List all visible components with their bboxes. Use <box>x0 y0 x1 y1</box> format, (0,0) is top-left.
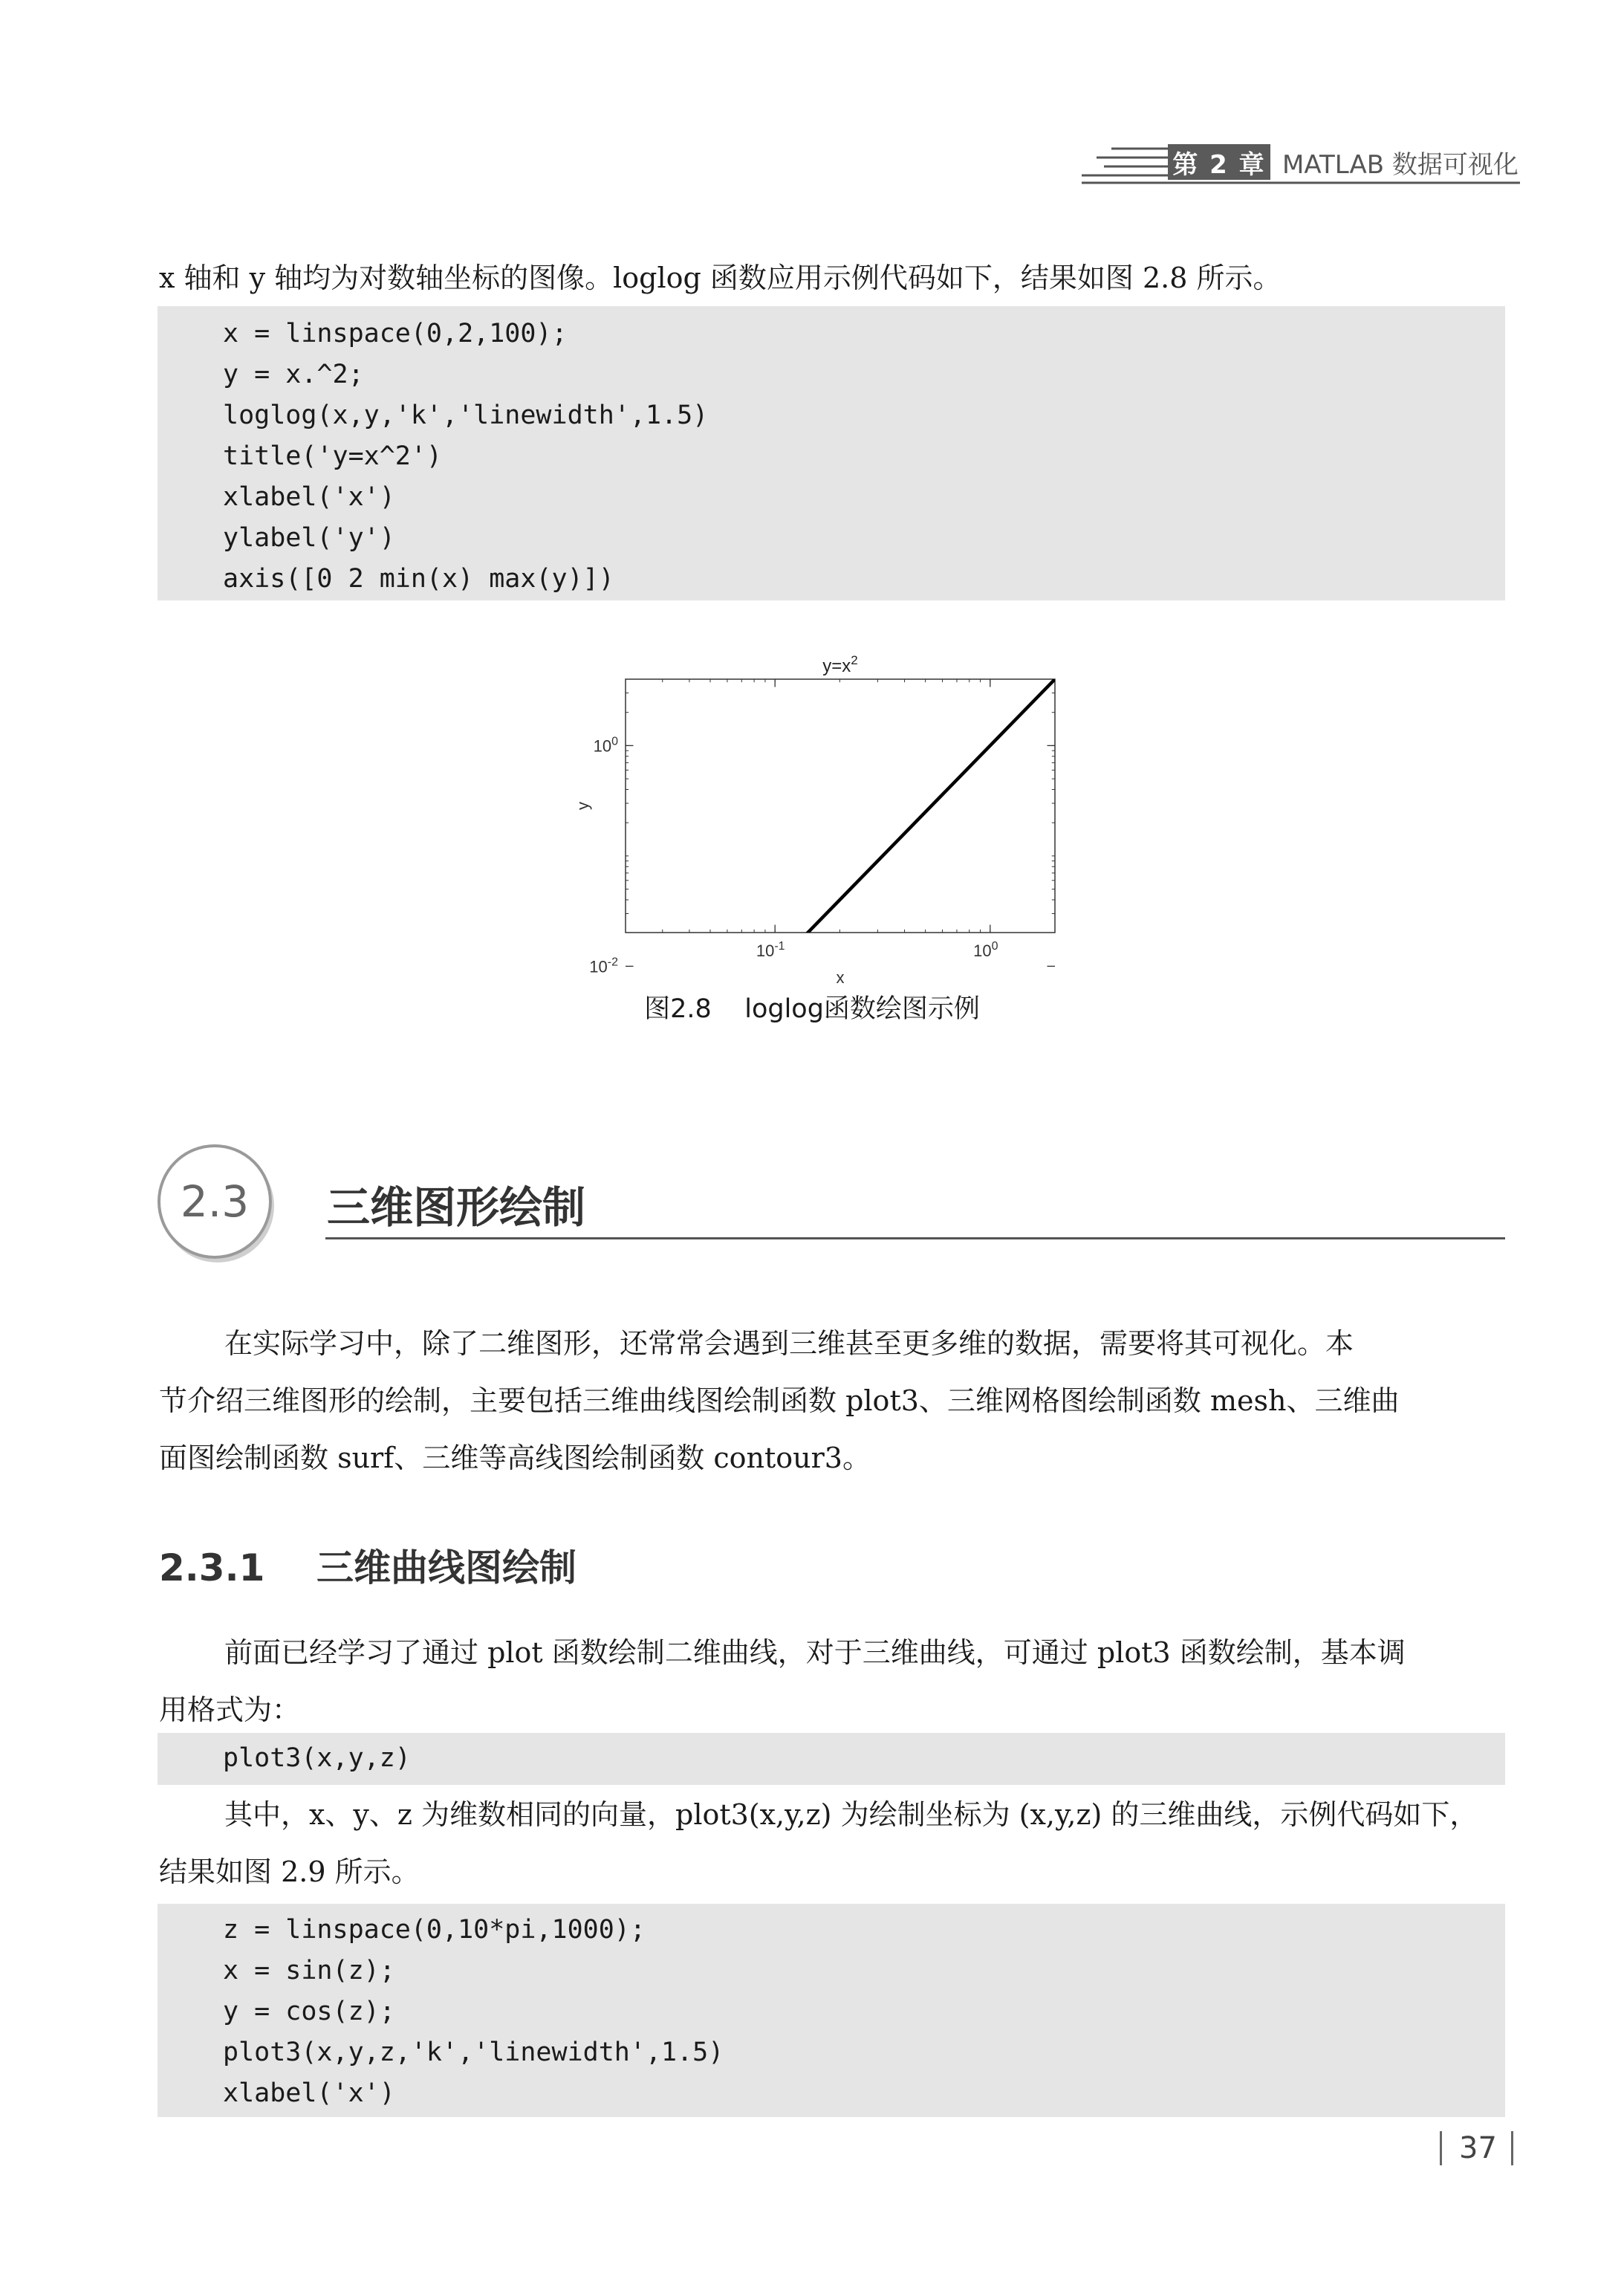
paragraph-line: 用格式为： <box>159 1693 301 1726</box>
plot-frame <box>626 679 1055 933</box>
chapter-label: 第 2 章 <box>1168 144 1270 180</box>
chart-title-superscript: 2 <box>851 653 858 667</box>
code-line: plot3(x,y,z) <box>223 1743 411 1773</box>
code-line: y = cos(z); <box>223 1997 395 2026</box>
code-line: plot3(x,y,z,'k','linewidth',1.5) <box>223 2038 724 2067</box>
tick-base: 10 <box>589 957 608 976</box>
tick-base: 10 <box>973 941 992 960</box>
code-line: ylabel('y') <box>223 523 395 553</box>
tick-exponent: -2 <box>607 956 618 969</box>
subsection-name: 三维曲线图绘制 <box>316 1546 576 1589</box>
x-axis-label: x <box>836 968 845 985</box>
tick-exponent: 0 <box>991 940 998 953</box>
section-title: 三维图形绘制 <box>327 1182 586 1233</box>
code-format-plot3 <box>157 1733 1505 1785</box>
paragraph-line: 结果如图 2.9 所示。 <box>159 1855 420 1888</box>
code-block-loglog <box>157 306 1505 600</box>
y-tick-label <box>594 735 618 755</box>
loglog-chart <box>550 643 1070 985</box>
chart-title-text: y=x <box>822 656 851 676</box>
code-line: axis([0 2 min(x) max(y)]) <box>223 564 614 594</box>
code-line: x = linspace(0,2,100); <box>223 319 568 349</box>
code-line: xlabel('x') <box>223 482 395 512</box>
section-paragraph <box>159 1315 1504 1487</box>
y-tick-label <box>589 956 618 976</box>
paragraph-line: 在实际学习中，除了二维图形，还常常会遇到三维甚至更多维的数据，需要将其可视化。本 <box>224 1327 1354 1360</box>
subsection-number: 2.3.1 <box>159 1546 265 1589</box>
page-number-bar-right <box>1511 2131 1513 2165</box>
code-block-plot3 <box>157 1904 1505 2117</box>
tick-exponent: -1 <box>774 940 785 953</box>
paragraph-line: 面图绘制函数 surf、三维等高线图绘制函数 contour3。 <box>159 1442 871 1474</box>
tick-base: 10 <box>756 941 775 960</box>
chapter-title: MATLAB 数据可视化 <box>1282 149 1519 180</box>
paragraph-line: 节介绍三维图形的绘制，主要包括三维曲线图绘制函数 plot3、三维网格图绘制函数 mesh、三维曲 <box>159 1384 1400 1417</box>
page-number-bar-left <box>1440 2131 1442 2165</box>
x-tick-label <box>756 940 785 960</box>
tick-exponent: 0 <box>611 735 618 748</box>
page-number: 37 <box>1459 2131 1497 2165</box>
paragraph-line: 前面已经学习了通过 plot 函数绘制二维曲线，对于三维曲线，可通过 plot3 函数绘制，基本调 <box>224 1636 1406 1669</box>
section-number-badge: 2.3 <box>157 1144 272 1259</box>
subsection-paragraph-1 <box>159 1624 1504 1739</box>
figure-caption: 图2.8 loglog函数绘图示例 <box>644 994 980 1024</box>
intro-text: x 轴和 y 轴均为对数轴坐标的图像。loglog 函数应用示例代码如下，结果如图 2.8 所示。 <box>159 262 1282 294</box>
section-title-rule <box>325 1237 1505 1239</box>
y-axis-label: y <box>574 802 592 810</box>
code-line: xlabel('x') <box>223 2078 395 2108</box>
code-line: y = x.^2; <box>223 360 364 389</box>
code-line: title('y=x^2') <box>223 441 443 471</box>
x-tick-label <box>973 940 998 960</box>
subsection-title <box>159 1538 576 1592</box>
paragraph-line: 其中，x、y、z 为维数相同的向量，plot3(x,y,z) 为绘制坐标为 (x,y,z) 的三维曲线，示例代码如下， <box>224 1798 1478 1831</box>
code-line: loglog(x,y,'k','linewidth',1.5) <box>223 401 709 430</box>
code-line: z = linspace(0,10*pi,1000); <box>223 1915 646 1945</box>
tick-base: 10 <box>593 736 612 756</box>
code-line: x = sin(z); <box>223 1956 395 1986</box>
chart-title <box>822 653 857 676</box>
subsection-paragraph-2 <box>159 1786 1504 1901</box>
